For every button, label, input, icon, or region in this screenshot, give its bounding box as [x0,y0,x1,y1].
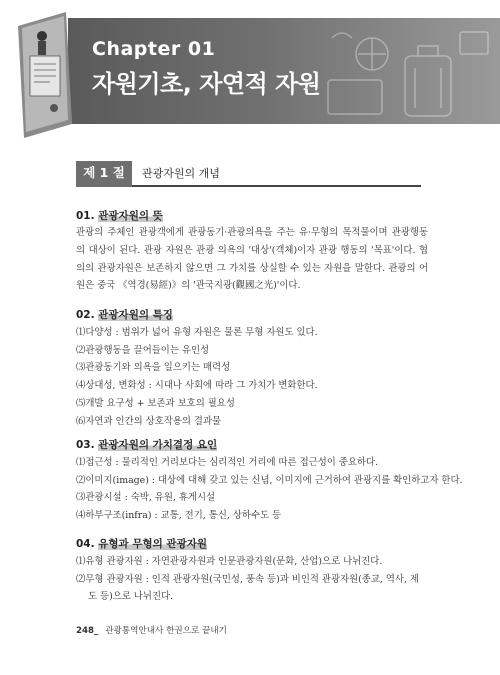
travel-illustration [310,18,500,124]
page-footer [76,624,227,636]
heading-04 [76,536,207,551]
heading-text: 관광자원의 가치결정 요인 [98,439,218,451]
chapter-title: 자원기초, 자연적 자원 [92,70,321,98]
list-item: ⑹자연과 인간의 상호작용의 결과물 [76,415,222,427]
list-item: ⑶관광시설 : 숙박, 유원, 휴게시설 [76,492,216,504]
list-item: ⑵관광행동을 끌어들이는 유인성 [76,344,210,356]
section-number: 제 1 절 [76,161,132,187]
heading-01 [76,208,163,223]
list-item: ⑷상대성, 변화성 : 시대나 사회에 따라 그 가치가 변화한다. [76,380,318,392]
heading-number: 01. [76,210,95,222]
feature-list [76,324,428,430]
paragraph-definition: 관광의 주체인 관광객에게 관광동기·관광의욕을 주는 유·무형의 목적물이며 관광행동의 대상이 된다. 관광 자원은 관광 의욕의 '대상'(객체)이자 관광 행동의 '목표'이다. 협의의 관광자원은 보존하지 않으면 그 가치를 상실할 수 있는 자원을 말한다. 관광의 어원은 중국 《역경(易經)》의 '관국지광(觀國之光)'이다. [76,227,428,292]
heading-number: 03. [76,439,95,451]
section-title: 관광자원의 개념 [142,167,220,180]
list-item: ⑸개발 요구성 + 보존과 보호의 필요성 [76,397,235,409]
section-header [76,161,421,187]
list-item: ⑵이미지(image) : 대상에 대해 갖고 있는 신념, 이미지에 근거하여 관광지를 확인하고자 한다. [76,474,463,486]
page-number: 248_ [76,626,99,636]
list-item: ⑴접근성 : 물리적인 거리보다는 심리적인 거리에 따른 접근성이 중요하다. [76,457,378,468]
list-item: ⑵무형 관광자원 : 인적 관광자원(국민성, 풍속 등)과 비인적 관광자원(종교, 역사, 제도 등)으로 나뉘진다. [76,573,419,603]
book-title: 관광통역안내사 한권으로 끝내기 [105,626,227,636]
list-item: ⑴유형 관광자원 : 자연관광자원과 인문관광자원(문화, 산업)으로 나뉘진다. [76,556,383,567]
heading-text: 관광자원의 특징 [98,309,173,321]
heading-03 [76,437,217,452]
resource-type-list [76,553,428,606]
heading-02 [76,307,173,322]
heading-text: 관광자원의 뜻 [98,210,163,222]
heading-text: 유형과 무형의 관광자원 [98,538,208,550]
value-factor-list [76,454,463,525]
heading-number: 04. [76,538,95,550]
list-item: ⑶관광동기와 의욕을 일으키는 매력성 [76,362,231,374]
chapter-illustration [10,8,80,140]
list-item: ⑴다양성 : 범위가 넓어 유형 자원은 물론 무형 자원도 있다. [76,327,318,338]
chapter-label: Chapter 01 [92,38,216,60]
list-item: ⑷하부구조(infra) : 교통, 전기, 통신, 상하수도 등 [76,510,282,522]
heading-number: 02. [76,309,95,321]
